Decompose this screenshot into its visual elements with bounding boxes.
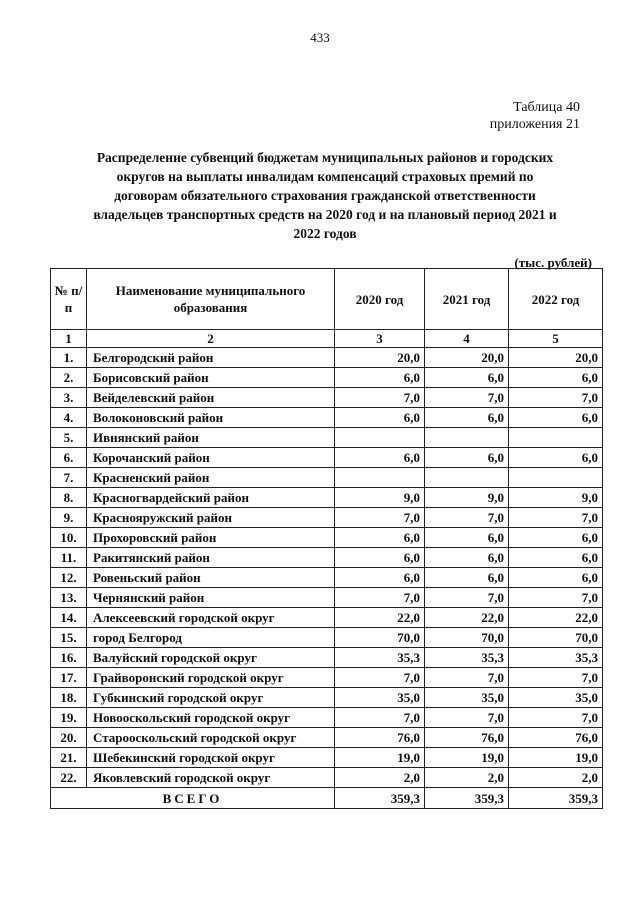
value-2021: 6,0 <box>425 568 509 588</box>
value-2022: 35,0 <box>509 688 603 708</box>
column-number: 4 <box>425 330 509 348</box>
table-row <box>51 648 603 668</box>
row-number: 3. <box>51 388 87 408</box>
row-number: 19. <box>51 708 87 728</box>
municipality-name: Шебекинский городской округ <box>87 748 335 768</box>
municipality-name: Волоконовский район <box>87 408 335 428</box>
row-number: 22. <box>51 768 87 788</box>
table-row <box>51 608 603 628</box>
row-number: 14. <box>51 608 87 628</box>
subsidy-table <box>50 268 603 809</box>
municipality-name: Яковлевский городской округ <box>87 768 335 788</box>
row-number: 13. <box>51 588 87 608</box>
municipality-name: Валуйский городской округ <box>87 648 335 668</box>
document-title: Распределение субвенций бюджетам муниципальных районов и городских округов на выплаты инвалидам компенсаций страховых премий по договорам обязательного страхования гражданской ответственности владельцев транспортных средств на 2020 год и на плановый период 2021 и 2022 годов <box>93 150 557 241</box>
value-2021: 22,0 <box>425 608 509 628</box>
value-2021: 2,0 <box>425 768 509 788</box>
value-2022: 7,0 <box>509 588 603 608</box>
value-2022: 7,0 <box>509 708 603 728</box>
total-2022: 359,3 <box>509 788 603 809</box>
column-number: 2 <box>87 330 335 348</box>
value-2020 <box>335 428 425 448</box>
municipality-name: Ивнянский район <box>87 428 335 448</box>
value-2022: 7,0 <box>509 668 603 688</box>
value-2021: 35,3 <box>425 648 509 668</box>
table-row <box>51 588 603 608</box>
value-2022 <box>509 428 603 448</box>
municipality-name: Губкинский городской округ <box>87 688 335 708</box>
value-2020: 7,0 <box>335 668 425 688</box>
municipality-name: Новооскольский городской округ <box>87 708 335 728</box>
row-number: 11. <box>51 548 87 568</box>
value-2021: 70,0 <box>425 628 509 648</box>
value-2020: 6,0 <box>335 448 425 468</box>
row-number: 10. <box>51 528 87 548</box>
table-row <box>51 488 603 508</box>
value-2020 <box>335 468 425 488</box>
value-2020: 35,3 <box>335 648 425 668</box>
row-number: 1. <box>51 348 87 368</box>
municipality-name: Прохоровский район <box>87 528 335 548</box>
row-number: 16. <box>51 648 87 668</box>
units-label: (тыс. рублей) <box>514 255 592 270</box>
value-2021: 7,0 <box>425 668 509 688</box>
table-reference <box>490 99 580 133</box>
value-2022: 76,0 <box>509 728 603 748</box>
value-2020: 7,0 <box>335 708 425 728</box>
value-2021 <box>425 428 509 448</box>
row-number: 20. <box>51 728 87 748</box>
table-row <box>51 388 603 408</box>
value-2021: 7,0 <box>425 508 509 528</box>
value-2022: 22,0 <box>509 608 603 628</box>
page-number: 433 <box>310 30 330 45</box>
value-2022 <box>509 468 603 488</box>
total-2021: 359,3 <box>425 788 509 809</box>
total-2020: 359,3 <box>335 788 425 809</box>
row-number: 2. <box>51 368 87 388</box>
table-body <box>51 348 603 788</box>
value-2022: 6,0 <box>509 368 603 388</box>
value-2022: 2,0 <box>509 768 603 788</box>
total-row <box>51 788 603 809</box>
value-2020: 22,0 <box>335 608 425 628</box>
header-2020: 2020 год <box>335 269 425 330</box>
value-2020: 9,0 <box>335 488 425 508</box>
table-row <box>51 768 603 788</box>
row-number: 18. <box>51 688 87 708</box>
municipality-name: Ракитянский район <box>87 548 335 568</box>
municipality-name: Грайворонский городской округ <box>87 668 335 688</box>
value-2022: 19,0 <box>509 748 603 768</box>
table-row <box>51 748 603 768</box>
value-2021: 6,0 <box>425 368 509 388</box>
municipality-name: город Белгород <box>87 628 335 648</box>
table-row <box>51 708 603 728</box>
header-num: № п/п <box>51 269 87 330</box>
row-number: 21. <box>51 748 87 768</box>
row-number: 17. <box>51 668 87 688</box>
table-row <box>51 728 603 748</box>
value-2021: 20,0 <box>425 348 509 368</box>
value-2022: 9,0 <box>509 488 603 508</box>
value-2022: 7,0 <box>509 388 603 408</box>
table-row <box>51 688 603 708</box>
municipality-name: Красненский район <box>87 468 335 488</box>
value-2020: 6,0 <box>335 528 425 548</box>
value-2020: 7,0 <box>335 508 425 528</box>
table-row <box>51 448 603 468</box>
value-2022: 6,0 <box>509 568 603 588</box>
row-number: 9. <box>51 508 87 528</box>
municipality-name: Белгородский район <box>87 348 335 368</box>
municipality-name: Борисовский район <box>87 368 335 388</box>
header-2022: 2022 год <box>509 269 603 330</box>
table-row <box>51 568 603 588</box>
value-2021: 9,0 <box>425 488 509 508</box>
column-number-row <box>51 330 603 348</box>
value-2021: 6,0 <box>425 448 509 468</box>
value-2020: 35,0 <box>335 688 425 708</box>
table-row <box>51 628 603 648</box>
municipality-name: Вейделевский район <box>87 388 335 408</box>
value-2021: 6,0 <box>425 528 509 548</box>
value-2022: 7,0 <box>509 508 603 528</box>
row-number: 7. <box>51 468 87 488</box>
value-2021: 6,0 <box>425 408 509 428</box>
value-2022: 20,0 <box>509 348 603 368</box>
row-number: 6. <box>51 448 87 468</box>
value-2020: 20,0 <box>335 348 425 368</box>
municipality-name: Чернянский район <box>87 588 335 608</box>
value-2020: 70,0 <box>335 628 425 648</box>
value-2020: 2,0 <box>335 768 425 788</box>
value-2020: 6,0 <box>335 568 425 588</box>
value-2022: 35,3 <box>509 648 603 668</box>
value-2022: 6,0 <box>509 548 603 568</box>
column-number: 3 <box>335 330 425 348</box>
column-number: 1 <box>51 330 87 348</box>
value-2021 <box>425 468 509 488</box>
municipality-name: Красногвардейский район <box>87 488 335 508</box>
value-2021: 19,0 <box>425 748 509 768</box>
value-2021: 6,0 <box>425 548 509 568</box>
table-row <box>51 348 603 368</box>
header-name: Наименование муниципального образования <box>87 269 335 330</box>
header-row <box>51 269 603 330</box>
value-2020: 19,0 <box>335 748 425 768</box>
municipality-name: Старооскольский городской округ <box>87 728 335 748</box>
table-ref-line1: Таблица 40 <box>513 100 580 115</box>
municipality-name: Краснояружский район <box>87 508 335 528</box>
value-2021: 7,0 <box>425 708 509 728</box>
municipality-name: Ровеньский район <box>87 568 335 588</box>
total-label: ВСЕГО <box>51 788 335 809</box>
value-2021: 35,0 <box>425 688 509 708</box>
value-2020: 6,0 <box>335 368 425 388</box>
value-2021: 7,0 <box>425 588 509 608</box>
table-row <box>51 368 603 388</box>
value-2022: 6,0 <box>509 448 603 468</box>
row-number: 5. <box>51 428 87 448</box>
table-row <box>51 468 603 488</box>
table-row <box>51 428 603 448</box>
column-number: 5 <box>509 330 603 348</box>
value-2022: 6,0 <box>509 408 603 428</box>
table-ref-line2: приложения 21 <box>489 117 580 132</box>
value-2020: 7,0 <box>335 588 425 608</box>
municipality-name: Корочанский район <box>87 448 335 468</box>
municipality-name: Алексеевский городской округ <box>87 608 335 628</box>
value-2022: 6,0 <box>509 528 603 548</box>
value-2020: 6,0 <box>335 408 425 428</box>
table-row <box>51 408 603 428</box>
value-2021: 76,0 <box>425 728 509 748</box>
row-number: 4. <box>51 408 87 428</box>
value-2020: 6,0 <box>335 548 425 568</box>
value-2020: 76,0 <box>335 728 425 748</box>
table-row <box>51 528 603 548</box>
value-2020: 7,0 <box>335 388 425 408</box>
header-2021: 2021 год <box>425 269 509 330</box>
table-row <box>51 668 603 688</box>
row-number: 8. <box>51 488 87 508</box>
table-row <box>51 548 603 568</box>
row-number: 12. <box>51 568 87 588</box>
row-number: 15. <box>51 628 87 648</box>
value-2021: 7,0 <box>425 388 509 408</box>
table-row <box>51 508 603 528</box>
value-2022: 70,0 <box>509 628 603 648</box>
